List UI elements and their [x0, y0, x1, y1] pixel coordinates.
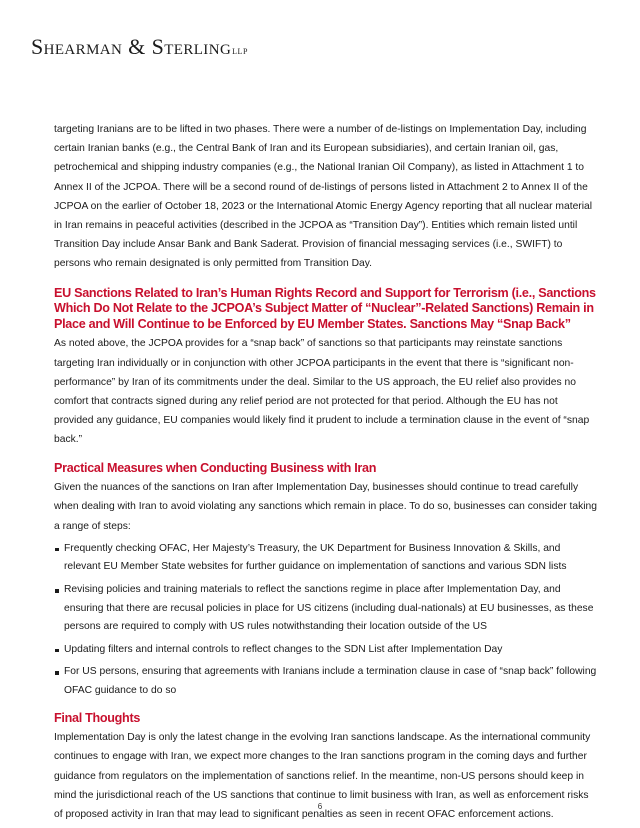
- list-item-text: Frequently checking OFAC, Her Majesty’s Treasury, the UK Department for Business Innovation & Skills, and relevant EU Member State websites for further guidance on implementation of sanctions and various SDN lists: [64, 542, 567, 573]
- firm-logo: [31, 34, 248, 60]
- firm-name: Shearman & Sterling: [31, 34, 232, 59]
- firm-suffix: LLP: [232, 47, 248, 56]
- steps-list: [54, 540, 599, 701]
- list-item-text: Updating filters and internal controls to reflect changes to the SDN List after Implementation Day: [64, 643, 503, 655]
- bullet-icon: [55, 671, 59, 675]
- bullet-icon: [55, 548, 59, 552]
- bullet-icon: [55, 649, 59, 653]
- final-thoughts-heading: Final Thoughts: [54, 710, 141, 725]
- eu-sanctions-paragraph: As noted above, the JCPOA provides for a “snap back” of sanctions so that participants may reinstate sanctions targeting Iran individually or in conjunction with other JCPOA participants in the event that there is “significant non-performance” by Iran of its commitments under the deal. Similar to the US approach, the EU relief also provides no comfort that contracts signed during any relief period are not protected for that period. Although the EU has not provided any guidance, EU companies would likely find it prudent to include a termination clause in the event of “snap back.”: [54, 338, 590, 446]
- list-item-text: For US persons, ensuring that agreements with Iranians include a termination clause in case of “snap back” following OFAC guidance to do so: [64, 666, 597, 696]
- list-item: [54, 663, 599, 700]
- practical-measures-paragraph: Given the nuances of the sanctions on Iran after Implementation Day, businesses should continue to tread carefully when dealing with Iran to avoid violating any sanctions which remain in place. To do so, businesses can consider taking a range of steps:: [54, 482, 597, 532]
- list-item: [54, 641, 599, 660]
- document-body: [54, 120, 599, 824]
- list-item-text: Revising policies and training materials to reflect the sanctions regime in place after Implementation Day, and ensuring that there are recusal policies in place for US citizens (including dual-nationals) at EU businesses, as these persons are required to comply with US rules notwithstanding their location outside of the US: [64, 584, 594, 633]
- list-item: [54, 540, 599, 577]
- page-number: 6: [317, 802, 323, 811]
- practical-measures-heading: Practical Measures when Conducting Business with Iran: [54, 460, 377, 475]
- list-item: [54, 581, 599, 637]
- intro-paragraph: targeting Iranians are to be lifted in two phases. There were a number of de-listings on Implementation Day, including certain Iranian banks (e.g., the Central Bank of Iran and its European subsidiaries), and certain Iranian oil, gas, petrochemical and shipping industry companies (e.g., the National Iranian Oil Company), as listed in Attachment 1 to Annex II of the JCPOA. There will be a second round of de-listings of persons listed in Attachment 2 to Annex II of the JCPOA on the earlier of October 18, 2023 or the International Atomic Energy Agency reporting that all nuclear material in Iran remains in peaceful activities (described in the JCPOA as “Transition Day”). Entities which remain listed until Transition Day include Ansar Bank and Bank Saderat. Provision of financial messaging services (i.e., SWIFT) to persons who remain designated is only permitted from Transition Day.: [54, 124, 593, 270]
- final-thoughts-paragraph: Implementation Day is only the latest change in the evolving Iran sanctions landscape. As the international community continues to engage with Iran, we expect more changes to the Iran sanctions program in the coming days and further guidance from regulators on the implementation of sanctions relief. In the meantime, non-US persons should keep in mind the jurisdictional reach of the US sanctions that continue to limit business with Iran, as well as enforcement risks of proposed activity in Iran that may lead to significant penalties as seen in recent OFAC enforcement actions.: [54, 732, 591, 820]
- bullet-icon: [55, 589, 59, 593]
- eu-sanctions-heading: EU Sanctions Related to Iran’s Human Rights Record and Support for Terrorism (i.e., Sanctions Which Do Not Relate to the JCPOA’s Subject Matter of “Nuclear”-Related Sanctions) Remain in Place and Will Continue to be Enforced by EU Member States. Sanctions May “Snap Back”: [54, 285, 596, 331]
